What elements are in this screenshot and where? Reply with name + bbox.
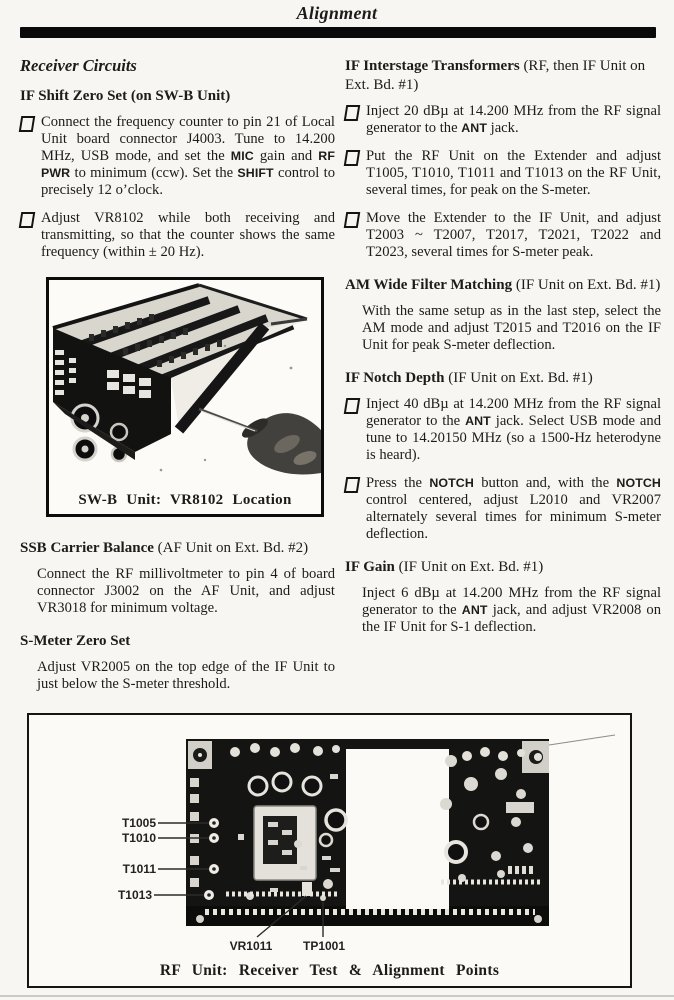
checkbox-glyph [19, 116, 36, 132]
label-tp1001: TP1001 [302, 939, 346, 953]
checklist-text: Inject 20 dBµ at 14.200 MHz from the RF signal generator to the ANT jack. [366, 103, 661, 136]
page-scan-edge [0, 995, 674, 997]
control-label-rf-pwr: RF PWR [41, 149, 335, 180]
checklist-text: Move the Extender to the IF Unit, and adjust T2003 ~ T2007, T2017, T2021, T2022 and T2023, several times for S-meter peak. [366, 210, 661, 260]
checkbox-glyph [344, 477, 361, 493]
checklist-item-notch-2 [345, 475, 661, 543]
control-label-ant: ANT [461, 121, 487, 135]
label-t1011: T1011 [122, 862, 156, 876]
checklist-item-notch-1 [345, 396, 661, 464]
heading-am-wide-filter-matching: AM Wide Filter Matching (IF Unit on Ext. Bd. #1) [345, 277, 661, 293]
paragraph-s-meter-zero-set: Adjust VR2005 on the top edge of the IF Unit to just below the S-meter threshold. [37, 659, 335, 692]
label-vr1011: VR1011 [229, 939, 273, 953]
checkbox-glyph [344, 398, 361, 414]
checkbox-glyph [344, 212, 361, 228]
checklist-text: Inject 40 dBµ at 14.200 MHz from the RF signal generator to the ANT jack. Select USB mode and tune to 14.20150 MHz (so a 1500-Hz heterodyne is heard). [366, 396, 661, 463]
checklist-item-interstage-1 [345, 103, 661, 137]
control-label-ant: ANT [465, 414, 491, 428]
heading-if-gain: IF Gain (IF Unit on Ext. Bd. #1) [345, 559, 544, 575]
label-t1005: T1005 [121, 816, 156, 830]
heading-if-notch-depth: IF Notch Depth (IF Unit on Ext. Bd. #1) [345, 370, 593, 386]
checkbox-glyph [19, 212, 36, 228]
checklist-text: Put the RF Unit on the Extender and adjust T1005, T1010, T1011 and T1013 on the RF Unit, several times, for peak on the S-meter. [366, 148, 661, 198]
heading-s-meter-zero-set: S-Meter Zero Set [20, 633, 131, 649]
paragraph-if-gain: Inject 6 dBµ at 14.200 MHz from the RF signal generator to the ANT jack, and adjust VR2008 on the IF Unit for S-1 deflection. [362, 585, 661, 635]
pcb-board [186, 735, 615, 926]
checklist-item-if-shift-1 [20, 114, 335, 199]
page-title: Alignment [296, 3, 378, 23]
label-t1010: T1010 [121, 831, 156, 845]
figure-caption-swb: SW-B Unit: VR8102 Location [78, 492, 292, 508]
hand-with-screwdriver [199, 409, 321, 474]
checklist-item-interstage-2 [345, 148, 661, 199]
checkbox-glyph [344, 105, 361, 121]
label-t1013: T1013 [117, 888, 152, 902]
control-label-notch: NOTCH [616, 476, 661, 490]
control-label-ant: ANT [461, 603, 488, 617]
figure-swb-unit-photo [46, 277, 324, 517]
rf-unit-pcb-illustration [30, 716, 627, 956]
checklist-item-interstage-3 [345, 210, 661, 261]
checklist-item-if-shift-2 [20, 210, 335, 261]
checkbox-glyph [344, 150, 361, 166]
figure-caption-rf-unit: RF Unit: Receiver Test & Alignment Points [159, 962, 500, 979]
header-rule [20, 27, 656, 38]
control-label-notch: NOTCH [429, 476, 474, 490]
checklist-text: Press the NOTCH button and, with the NOTCH control centered, adjust L2010 and VR2007 alternately several times for minimum S-meter deflection. [366, 475, 661, 542]
checklist-text: Adjust VR8102 while both receiving and transmitting, so that the counter shows the same frequency (within ± 20 Hz). [41, 210, 335, 260]
control-label-mic: MIC [230, 149, 254, 163]
left-column [20, 57, 335, 704]
heading-if-interstage-transformers: IF Interstage Transformers (RF, then IF Unit on Ext. Bd. #1) [345, 58, 646, 93]
checklist-text: Connect the frequency counter to pin 21 of Local Unit board connector J4003. Tune to 14.200 MHz, USB mode, and set the MIC gain and RF PWR to minimum (ccw). Set the SHIFT control to precisely 12 o’clock. [41, 114, 335, 198]
control-label-shift: SHIFT [237, 166, 274, 180]
section-title-receiver-circuits: Receiver Circuits [20, 56, 137, 75]
swb-photo-illustration [49, 282, 321, 484]
heading-ssb-carrier-balance: SSB Carrier Balance (AF Unit on Ext. Bd. #2) [20, 540, 309, 556]
figure-rf-unit-board [27, 713, 632, 988]
right-column [345, 57, 661, 647]
paragraph-am-wide-filter: With the same setup as in the last step, select the AM mode and adjust T2015 and T2016 on the IF Unit for peak S-meter deflection. [362, 303, 661, 353]
paragraph-ssb-carrier-balance: Connect the RF millivoltmeter to pin 4 of board connector J3002 on the AF Unit, and adjust VR3018 for minimum voltage. [37, 566, 335, 616]
heading-if-shift-zero-set: IF Shift Zero Set (on SW-B Unit) [20, 88, 231, 104]
